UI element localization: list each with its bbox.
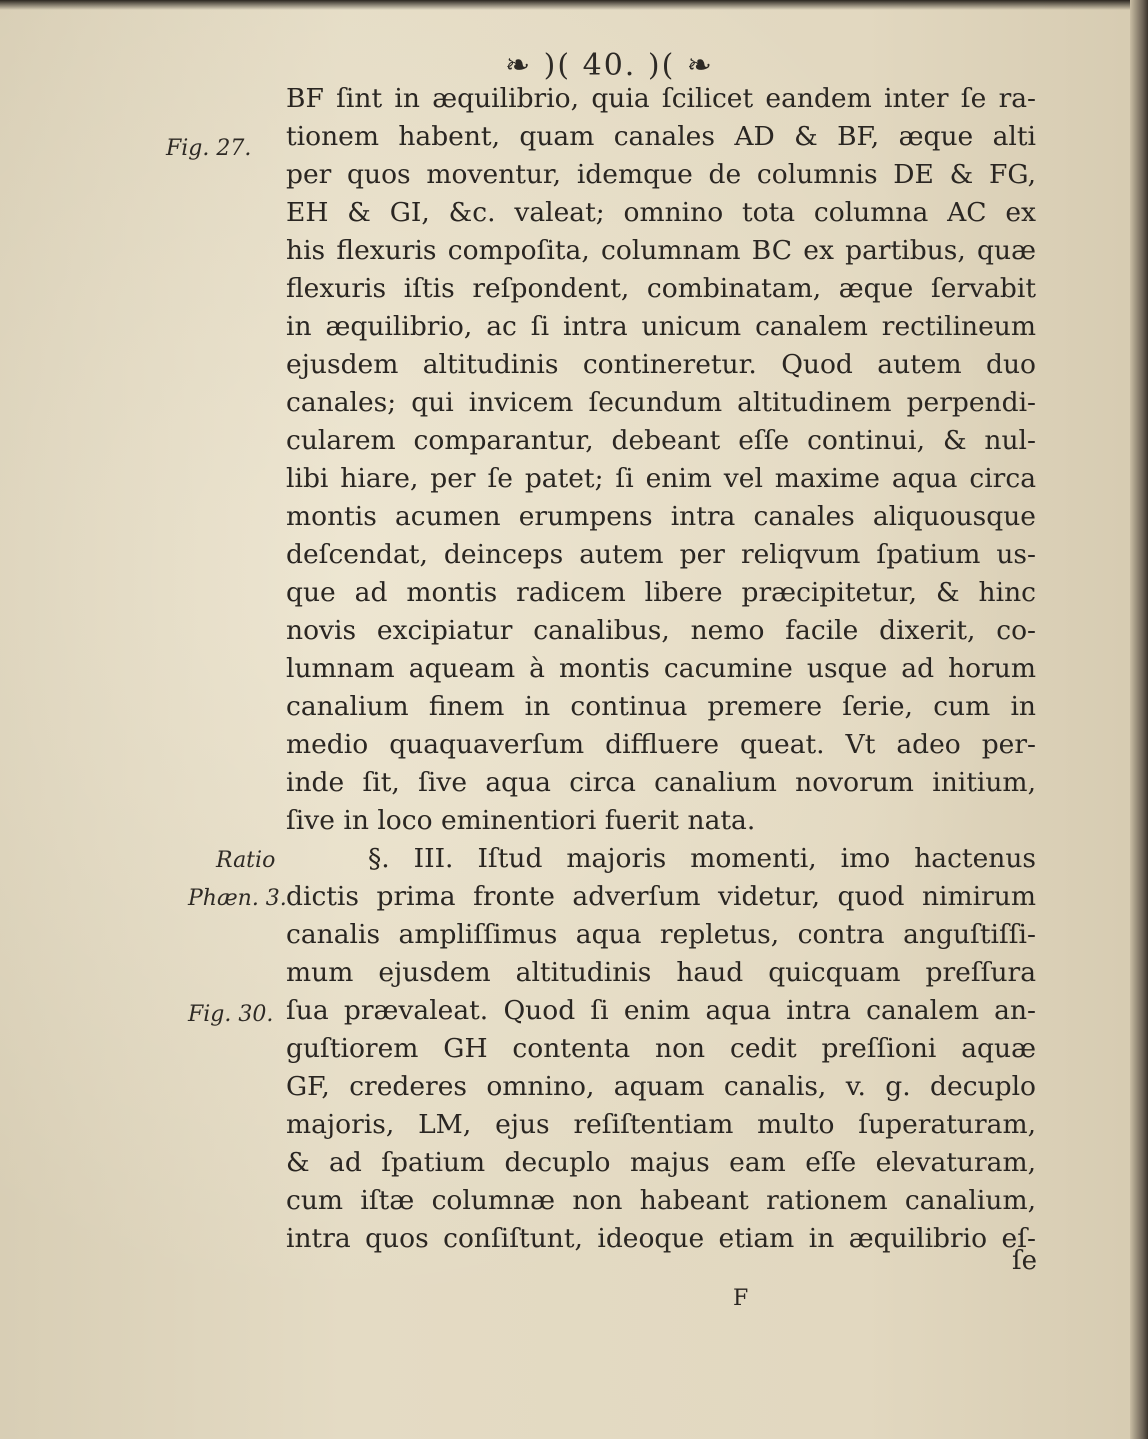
- body-line: canales; qui invicem ſecundum altitudinem perpendi-: [286, 387, 1036, 418]
- signature-mark: F: [733, 1286, 749, 1311]
- body-line: his flexuris compoſita, columnam BC ex partibus, quæ: [286, 235, 1036, 266]
- body-line: ſua prævaleat. Quod ſi enim aqua intra canalem an-: [286, 995, 1036, 1026]
- body-line: lumnam aqueam à montis cacumine usque ad horum: [286, 653, 1036, 684]
- body-line: ejusdem altitudinis contineretur. Quod autem duo: [286, 349, 1036, 380]
- body-line: canalis ampliſſimus aqua repletus, contra anguſtiſſi-: [286, 919, 1036, 950]
- body-line: in æquilibrio, ac ſi intra unicum canalem rectilineum: [286, 311, 1036, 342]
- running-head: ❧ )( 40. )( ❧: [505, 48, 714, 83]
- body-line: cum iſtæ columnæ non habeant rationem canalium,: [286, 1185, 1036, 1216]
- body-line: majoris, LM, ejus reſiſtentiam multo ſuperaturam,: [286, 1109, 1036, 1140]
- body-line: intra quos conſiſtunt, ideoque etiam in æquilibrio eſ-: [286, 1223, 1036, 1254]
- body-line: novis excipiatur canalibus, nemo facile dixerit, co-: [286, 615, 1036, 646]
- body-line: ſive in loco eminentiori fuerit nata.: [286, 805, 756, 836]
- body-line: tionem habent, quam canales AD & BF, æque alti: [286, 121, 1036, 152]
- body-line: medio quaquaverſum diffluere queat. Vt adeo per-: [286, 729, 1036, 760]
- body-line: per quos moventur, idemque de columnis DE & FG,: [286, 159, 1036, 190]
- body-line: deſcendat, deinceps autem per reliqvum ſpatium us-: [286, 539, 1036, 570]
- margin-note-fig30: Fig. 30.: [188, 1002, 274, 1027]
- body-line: inde ſit, ſive aqua circa canalium novorum initium,: [286, 767, 1036, 798]
- body-line: flexuris iſtis reſpondent, combinatam, æque ſervabit: [286, 273, 1036, 304]
- body-line: guſtiorem GH contenta non cedit preſſioni aquæ: [286, 1033, 1036, 1064]
- body-line: GF, crederes omnino, aquam canalis, v. g. decuplo: [286, 1071, 1036, 1102]
- page-top-shadow: [0, 0, 1148, 10]
- body-line: cularem comparantur, debeant eſſe continui, & nul-: [286, 425, 1036, 456]
- binding-gutter: [1130, 0, 1148, 1439]
- body-line: EH & GI, &c. valeat; omnino tota columna AC ex: [286, 197, 1036, 228]
- body-line: BF ſint in æquilibrio, quia ſcilicet eandem inter ſe ra-: [286, 83, 1036, 114]
- body-line: que ad montis radicem libere præcipitetur, & hinc: [286, 577, 1036, 608]
- catchword: ſe: [1012, 1246, 1038, 1276]
- body-line: mum ejusdem altitudinis haud quicquam preſſura: [286, 957, 1036, 988]
- margin-note-fig27: Fig. 27.: [166, 136, 252, 161]
- margin-note-ratio: Ratio: [216, 848, 276, 873]
- body-line: dictis prima fronte adverſum videtur, quod nimirum: [286, 881, 1036, 912]
- section-start-line: §. III. Iſtud majoris momenti, imo hactenus: [368, 843, 1036, 874]
- body-line: libi hiare, per ſe patet; ſi enim vel maxime aqua circa: [286, 463, 1036, 494]
- body-line: montis acumen erumpens intra canales aliquousque: [286, 501, 1036, 532]
- body-line: & ad ſpatium decuplo majus eam eſſe elevaturam,: [286, 1147, 1036, 1178]
- margin-note-phaen: Phæn. 3.: [188, 886, 287, 911]
- body-line: canalium finem in continua premere ſerie, cum in: [286, 691, 1036, 722]
